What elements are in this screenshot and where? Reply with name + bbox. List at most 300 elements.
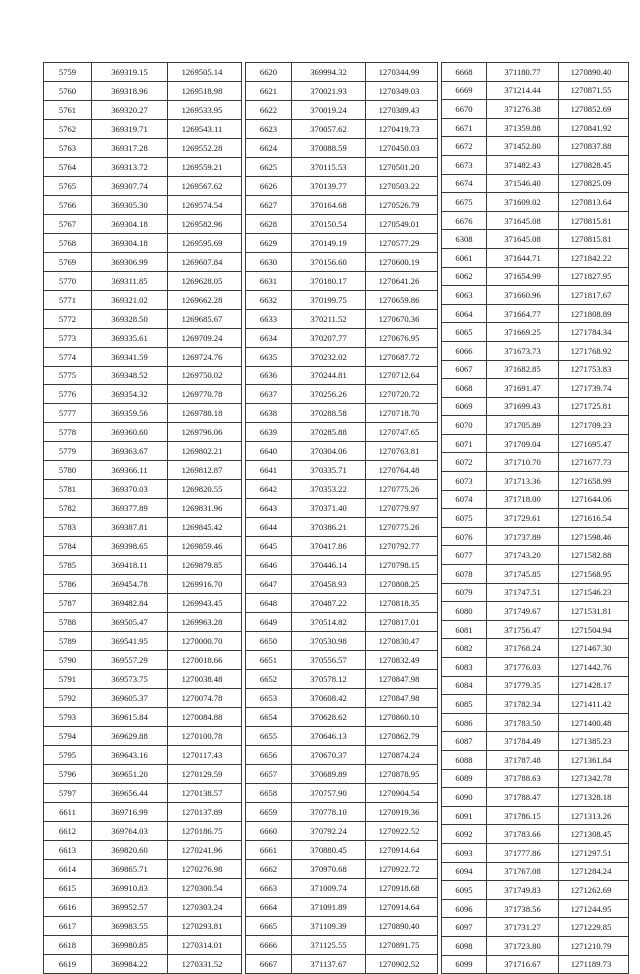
point-number-cell: 5759 bbox=[44, 63, 92, 82]
x-coordinate-cell: 371710.70 bbox=[487, 453, 559, 472]
point-number-cell: 6066 bbox=[442, 341, 487, 360]
x-coordinate-cell: 370689.89 bbox=[292, 764, 366, 783]
x-coordinate-cell: 370792.24 bbox=[292, 821, 366, 840]
y-coordinate-cell: 1271531.81 bbox=[559, 602, 629, 621]
y-coordinate-cell: 1270293.81 bbox=[168, 916, 242, 935]
point-number-cell: 6633 bbox=[246, 309, 292, 328]
point-number-cell: 6632 bbox=[246, 290, 292, 309]
x-coordinate-cell: 370628.62 bbox=[292, 707, 366, 726]
y-coordinate-cell: 1270526.79 bbox=[366, 195, 438, 214]
table-row bbox=[44, 518, 242, 537]
table-row bbox=[44, 707, 242, 726]
table-row bbox=[246, 518, 438, 537]
point-number-cell: 5796 bbox=[44, 764, 92, 783]
y-coordinate-cell: 1270815.81 bbox=[559, 211, 629, 230]
point-number-cell: 6611 bbox=[44, 802, 92, 821]
point-number-cell: 6663 bbox=[246, 878, 292, 897]
table-row bbox=[442, 416, 629, 435]
y-coordinate-cell: 1271385.23 bbox=[559, 732, 629, 751]
x-coordinate-cell: 369318.96 bbox=[92, 81, 168, 100]
x-coordinate-cell: 369370.03 bbox=[92, 480, 168, 499]
point-number-cell: 5760 bbox=[44, 81, 92, 100]
table-row bbox=[44, 859, 242, 878]
x-coordinate-cell: 369366.11 bbox=[92, 461, 168, 480]
x-coordinate-cell: 370970.68 bbox=[292, 859, 366, 878]
x-coordinate-cell: 371682.85 bbox=[487, 360, 559, 379]
point-number-cell: 5782 bbox=[44, 499, 92, 518]
y-coordinate-cell: 1269724.76 bbox=[168, 347, 242, 366]
table-row bbox=[44, 195, 242, 214]
point-number-cell: 5761 bbox=[44, 100, 92, 119]
table-row bbox=[246, 688, 438, 707]
y-coordinate-cell: 1270815.81 bbox=[559, 230, 629, 249]
point-number-cell: 6095 bbox=[442, 881, 487, 900]
y-coordinate-cell: 1271411.42 bbox=[559, 695, 629, 714]
table-row bbox=[246, 878, 438, 897]
y-coordinate-cell: 1271842.22 bbox=[559, 248, 629, 267]
table-row bbox=[246, 840, 438, 859]
x-coordinate-cell: 369321.02 bbox=[92, 290, 168, 309]
table-row bbox=[442, 658, 629, 677]
table-row bbox=[44, 119, 242, 138]
y-coordinate-cell: 1271753.83 bbox=[559, 360, 629, 379]
x-coordinate-cell: 369605.37 bbox=[92, 688, 168, 707]
point-number-cell: 5781 bbox=[44, 480, 92, 499]
table-row bbox=[44, 176, 242, 195]
y-coordinate-cell: 1271695.47 bbox=[559, 434, 629, 453]
point-number-cell: 6075 bbox=[442, 509, 487, 528]
point-number-cell: 6675 bbox=[442, 193, 487, 212]
x-coordinate-cell: 369984.22 bbox=[92, 954, 168, 974]
table-row bbox=[246, 195, 438, 214]
y-coordinate-cell: 1270419.73 bbox=[366, 119, 438, 138]
point-number-cell: 5790 bbox=[44, 651, 92, 670]
y-coordinate-cell: 1271739.74 bbox=[559, 379, 629, 398]
y-coordinate-cell: 1270450.03 bbox=[366, 138, 438, 157]
table-row bbox=[44, 423, 242, 442]
point-number-cell: 6065 bbox=[442, 323, 487, 342]
x-coordinate-cell: 370115.53 bbox=[292, 157, 366, 176]
x-coordinate-cell: 369418.11 bbox=[92, 556, 168, 575]
point-number-cell: 6093 bbox=[442, 843, 487, 862]
x-coordinate-cell: 371691.47 bbox=[487, 379, 559, 398]
y-coordinate-cell: 1269543.11 bbox=[168, 119, 242, 138]
point-number-cell: 6612 bbox=[44, 821, 92, 840]
table-row bbox=[442, 453, 629, 472]
y-coordinate-cell: 1270084.88 bbox=[168, 707, 242, 726]
y-coordinate-cell: 1270038.48 bbox=[168, 670, 242, 689]
point-number-cell: 5785 bbox=[44, 556, 92, 575]
table-row bbox=[442, 304, 629, 323]
table-row bbox=[44, 688, 242, 707]
x-coordinate-cell: 371731.27 bbox=[487, 918, 559, 937]
y-coordinate-cell: 1269750.02 bbox=[168, 366, 242, 385]
point-number-cell: 6643 bbox=[246, 499, 292, 518]
y-coordinate-cell: 1269662.28 bbox=[168, 290, 242, 309]
table-row bbox=[442, 323, 629, 342]
y-coordinate-cell: 1270874.24 bbox=[366, 745, 438, 764]
table-row bbox=[44, 821, 242, 840]
y-coordinate-cell: 1270676.95 bbox=[366, 328, 438, 347]
table-row bbox=[442, 248, 629, 267]
table-row bbox=[442, 490, 629, 509]
x-coordinate-cell: 371743.20 bbox=[487, 546, 559, 565]
table-row bbox=[246, 707, 438, 726]
point-number-cell: 6671 bbox=[442, 118, 487, 137]
y-coordinate-cell: 1270303.24 bbox=[168, 897, 242, 916]
point-number-cell: 5797 bbox=[44, 783, 92, 802]
table-row bbox=[246, 726, 438, 745]
point-number-cell: 6638 bbox=[246, 404, 292, 423]
point-number-cell: 6079 bbox=[442, 583, 487, 602]
point-number-cell: 6652 bbox=[246, 670, 292, 689]
point-number-cell: 6623 bbox=[246, 119, 292, 138]
table-row bbox=[44, 802, 242, 821]
y-coordinate-cell: 1270792.77 bbox=[366, 537, 438, 556]
table-row bbox=[442, 81, 629, 100]
x-coordinate-cell: 370232.02 bbox=[292, 347, 366, 366]
point-number-cell: 6630 bbox=[246, 252, 292, 271]
y-coordinate-cell: 1271361.84 bbox=[559, 750, 629, 769]
table-row bbox=[442, 788, 629, 807]
x-coordinate-cell: 371276.38 bbox=[487, 100, 559, 119]
table-row bbox=[44, 461, 242, 480]
x-coordinate-cell: 369348.52 bbox=[92, 366, 168, 385]
y-coordinate-cell: 1271582.88 bbox=[559, 546, 629, 565]
y-coordinate-cell: 1271616.54 bbox=[559, 509, 629, 528]
x-coordinate-cell: 369820.60 bbox=[92, 840, 168, 859]
table-row bbox=[44, 878, 242, 897]
x-coordinate-cell: 370670.37 bbox=[292, 745, 366, 764]
table-row bbox=[246, 783, 438, 802]
table-row bbox=[246, 119, 438, 138]
y-coordinate-cell: 1269802.21 bbox=[168, 442, 242, 461]
x-coordinate-cell: 371180.77 bbox=[487, 63, 559, 82]
point-number-cell: 6655 bbox=[246, 726, 292, 745]
table-row bbox=[44, 290, 242, 309]
y-coordinate-cell: 1270549.01 bbox=[366, 214, 438, 233]
y-coordinate-cell: 1271644.06 bbox=[559, 490, 629, 509]
coordinate-block-2 bbox=[245, 62, 438, 974]
y-coordinate-cell: 1271342.78 bbox=[559, 769, 629, 788]
table-row bbox=[442, 286, 629, 305]
table-row bbox=[44, 783, 242, 802]
y-coordinate-cell: 1270074.78 bbox=[168, 688, 242, 707]
y-coordinate-cell: 1269595.69 bbox=[168, 233, 242, 252]
table-row bbox=[246, 499, 438, 518]
x-coordinate-cell: 371609.02 bbox=[487, 193, 559, 212]
point-number-cell: 6308 bbox=[442, 230, 487, 249]
x-coordinate-cell: 370353.22 bbox=[292, 480, 366, 499]
y-coordinate-cell: 1270137.89 bbox=[168, 802, 242, 821]
point-number-cell: 6084 bbox=[442, 676, 487, 695]
point-number-cell: 5786 bbox=[44, 575, 92, 594]
point-number-cell: 6621 bbox=[246, 81, 292, 100]
y-coordinate-cell: 1271328.18 bbox=[559, 788, 629, 807]
point-number-cell: 6088 bbox=[442, 750, 487, 769]
x-coordinate-cell: 370335.71 bbox=[292, 461, 366, 480]
point-number-cell: 6620 bbox=[246, 63, 292, 82]
y-coordinate-cell: 1271768.92 bbox=[559, 341, 629, 360]
y-coordinate-cell: 1270813.64 bbox=[559, 193, 629, 212]
point-number-cell: 6654 bbox=[246, 707, 292, 726]
point-number-cell: 5764 bbox=[44, 157, 92, 176]
point-number-cell: 6669 bbox=[442, 81, 487, 100]
table-row bbox=[246, 916, 438, 935]
table-row bbox=[442, 193, 629, 212]
table-row bbox=[246, 290, 438, 309]
x-coordinate-cell: 370180.17 bbox=[292, 271, 366, 290]
x-coordinate-cell: 369311.85 bbox=[92, 271, 168, 290]
point-number-cell: 6661 bbox=[246, 840, 292, 859]
x-coordinate-cell: 369643.16 bbox=[92, 745, 168, 764]
x-coordinate-cell: 370880.45 bbox=[292, 840, 366, 859]
point-number-cell: 6067 bbox=[442, 360, 487, 379]
table-row bbox=[44, 328, 242, 347]
x-coordinate-cell: 371782.34 bbox=[487, 695, 559, 714]
point-number-cell: 6080 bbox=[442, 602, 487, 621]
table-row bbox=[246, 594, 438, 613]
point-number-cell: 6644 bbox=[246, 518, 292, 537]
y-coordinate-cell: 1270798.15 bbox=[366, 556, 438, 575]
y-coordinate-cell: 1270832.49 bbox=[366, 651, 438, 670]
y-coordinate-cell: 1271189.73 bbox=[559, 955, 629, 974]
table-row bbox=[44, 214, 242, 233]
point-number-cell: 5763 bbox=[44, 138, 92, 157]
table-row bbox=[44, 556, 242, 575]
y-coordinate-cell: 1269845.42 bbox=[168, 518, 242, 537]
y-coordinate-cell: 1270763.81 bbox=[366, 442, 438, 461]
table-row bbox=[442, 397, 629, 416]
point-number-cell: 6069 bbox=[442, 397, 487, 416]
x-coordinate-cell: 371660.96 bbox=[487, 286, 559, 305]
x-coordinate-cell: 371788.63 bbox=[487, 769, 559, 788]
point-number-cell: 5793 bbox=[44, 707, 92, 726]
y-coordinate-cell: 1271313.26 bbox=[559, 806, 629, 825]
point-number-cell: 5779 bbox=[44, 442, 92, 461]
point-number-cell: 6081 bbox=[442, 620, 487, 639]
y-coordinate-cell: 1270825.09 bbox=[559, 174, 629, 193]
x-coordinate-cell: 371718.00 bbox=[487, 490, 559, 509]
table-row bbox=[44, 81, 242, 100]
x-coordinate-cell: 369335.61 bbox=[92, 328, 168, 347]
table-row bbox=[442, 620, 629, 639]
point-number-cell: 6068 bbox=[442, 379, 487, 398]
point-number-cell: 6085 bbox=[442, 695, 487, 714]
point-number-cell: 6674 bbox=[442, 174, 487, 193]
point-number-cell: 6618 bbox=[44, 935, 92, 954]
y-coordinate-cell: 1269879.85 bbox=[168, 556, 242, 575]
coordinate-block-3 bbox=[441, 62, 629, 974]
x-coordinate-cell: 371654.99 bbox=[487, 267, 559, 286]
x-coordinate-cell: 371767.08 bbox=[487, 862, 559, 881]
table-row bbox=[44, 537, 242, 556]
point-number-cell: 6074 bbox=[442, 490, 487, 509]
y-coordinate-cell: 1269552.28 bbox=[168, 138, 242, 157]
point-number-cell: 6673 bbox=[442, 155, 487, 174]
point-number-cell: 5788 bbox=[44, 613, 92, 632]
point-number-cell: 6086 bbox=[442, 713, 487, 732]
y-coordinate-cell: 1271808.89 bbox=[559, 304, 629, 323]
table-row bbox=[442, 843, 629, 862]
x-coordinate-cell: 369952.57 bbox=[92, 897, 168, 916]
point-number-cell: 6096 bbox=[442, 899, 487, 918]
x-coordinate-cell: 369994.32 bbox=[292, 63, 366, 82]
table-row bbox=[246, 935, 438, 954]
table-row bbox=[44, 726, 242, 745]
table-row bbox=[442, 267, 629, 286]
table-row bbox=[246, 347, 438, 366]
y-coordinate-cell: 1270775.26 bbox=[366, 518, 438, 537]
x-coordinate-cell: 371109.39 bbox=[292, 916, 366, 935]
x-coordinate-cell: 369307.74 bbox=[92, 176, 168, 195]
point-number-cell: 6064 bbox=[442, 304, 487, 323]
point-number-cell: 6627 bbox=[246, 195, 292, 214]
point-number-cell: 5768 bbox=[44, 233, 92, 252]
x-coordinate-cell: 369305.30 bbox=[92, 195, 168, 214]
x-coordinate-cell: 371786.15 bbox=[487, 806, 559, 825]
point-number-cell: 6063 bbox=[442, 286, 487, 305]
table-row bbox=[442, 602, 629, 621]
x-coordinate-cell: 369865.71 bbox=[92, 859, 168, 878]
point-number-cell: 6631 bbox=[246, 271, 292, 290]
point-number-cell: 5762 bbox=[44, 119, 92, 138]
table-row bbox=[442, 360, 629, 379]
x-coordinate-cell: 369387.81 bbox=[92, 518, 168, 537]
x-coordinate-cell: 371645.08 bbox=[487, 230, 559, 249]
y-coordinate-cell: 1270670.36 bbox=[366, 309, 438, 328]
y-coordinate-cell: 1269770.78 bbox=[168, 385, 242, 404]
x-coordinate-cell: 371749.67 bbox=[487, 602, 559, 621]
table-row bbox=[442, 806, 629, 825]
table-row bbox=[44, 252, 242, 271]
x-coordinate-cell: 369980.85 bbox=[92, 935, 168, 954]
x-coordinate-cell: 370646.13 bbox=[292, 726, 366, 745]
table-row bbox=[246, 954, 438, 974]
point-number-cell: 5770 bbox=[44, 271, 92, 290]
y-coordinate-cell: 1271598.46 bbox=[559, 527, 629, 546]
x-coordinate-cell: 369354.32 bbox=[92, 385, 168, 404]
y-coordinate-cell: 1270775.26 bbox=[366, 480, 438, 499]
x-coordinate-cell: 371644.71 bbox=[487, 248, 559, 267]
x-coordinate-cell: 371783.50 bbox=[487, 713, 559, 732]
point-number-cell: 5794 bbox=[44, 726, 92, 745]
y-coordinate-cell: 1271308.45 bbox=[559, 825, 629, 844]
table-row bbox=[44, 670, 242, 689]
table-row bbox=[246, 81, 438, 100]
x-coordinate-cell: 371745.85 bbox=[487, 565, 559, 584]
table-row bbox=[442, 118, 629, 137]
table-row bbox=[442, 750, 629, 769]
y-coordinate-cell: 1270501.20 bbox=[366, 157, 438, 176]
point-number-cell: 5795 bbox=[44, 745, 92, 764]
x-coordinate-cell: 370088.59 bbox=[292, 138, 366, 157]
table-row bbox=[246, 897, 438, 916]
y-coordinate-cell: 1271262.69 bbox=[559, 881, 629, 900]
x-coordinate-cell: 371747.51 bbox=[487, 583, 559, 602]
y-coordinate-cell: 1269582.96 bbox=[168, 214, 242, 233]
y-coordinate-cell: 1270871.55 bbox=[559, 81, 629, 100]
y-coordinate-cell: 1271546.23 bbox=[559, 583, 629, 602]
point-number-cell: 6645 bbox=[246, 537, 292, 556]
point-number-cell: 6651 bbox=[246, 651, 292, 670]
x-coordinate-cell: 369360.60 bbox=[92, 423, 168, 442]
y-coordinate-cell: 1269916.70 bbox=[168, 575, 242, 594]
point-number-cell: 6635 bbox=[246, 347, 292, 366]
y-coordinate-cell: 1270720.72 bbox=[366, 385, 438, 404]
point-number-cell: 6078 bbox=[442, 565, 487, 584]
x-coordinate-cell: 370019.24 bbox=[292, 100, 366, 119]
table-row bbox=[246, 821, 438, 840]
point-number-cell: 6642 bbox=[246, 480, 292, 499]
point-number-cell: 6657 bbox=[246, 764, 292, 783]
point-number-cell: 6089 bbox=[442, 769, 487, 788]
point-number-cell: 6625 bbox=[246, 157, 292, 176]
x-coordinate-cell: 369306.99 bbox=[92, 252, 168, 271]
point-number-cell: 6665 bbox=[246, 916, 292, 935]
point-number-cell: 5774 bbox=[44, 347, 92, 366]
x-coordinate-cell: 370304.06 bbox=[292, 442, 366, 461]
y-coordinate-cell: 1270837.88 bbox=[559, 137, 629, 156]
x-coordinate-cell: 371125.55 bbox=[292, 935, 366, 954]
x-coordinate-cell: 369359.56 bbox=[92, 404, 168, 423]
y-coordinate-cell: 1269505.14 bbox=[168, 63, 242, 82]
table-row bbox=[246, 423, 438, 442]
y-coordinate-cell: 1269859.46 bbox=[168, 537, 242, 556]
table-row bbox=[44, 157, 242, 176]
y-coordinate-cell: 1270100.78 bbox=[168, 726, 242, 745]
point-number-cell: 6622 bbox=[246, 100, 292, 119]
point-number-cell: 6091 bbox=[442, 806, 487, 825]
x-coordinate-cell: 369328.50 bbox=[92, 309, 168, 328]
table-row bbox=[246, 613, 438, 632]
table-row bbox=[442, 899, 629, 918]
y-coordinate-cell: 1270389.43 bbox=[366, 100, 438, 119]
y-coordinate-cell: 1270891.75 bbox=[366, 935, 438, 954]
y-coordinate-cell: 1270817.01 bbox=[366, 613, 438, 632]
table-row bbox=[44, 100, 242, 119]
y-coordinate-cell: 1270241.96 bbox=[168, 840, 242, 859]
y-coordinate-cell: 1270828.45 bbox=[559, 155, 629, 174]
x-coordinate-cell: 369454.78 bbox=[92, 575, 168, 594]
point-number-cell: 6624 bbox=[246, 138, 292, 157]
table-row bbox=[442, 434, 629, 453]
x-coordinate-cell: 370608.42 bbox=[292, 688, 366, 707]
y-coordinate-cell: 1270847.98 bbox=[366, 688, 438, 707]
table-row bbox=[44, 840, 242, 859]
table-row bbox=[442, 639, 629, 658]
y-coordinate-cell: 1269812.87 bbox=[168, 461, 242, 480]
x-coordinate-cell: 371784.49 bbox=[487, 732, 559, 751]
x-coordinate-cell: 370514.82 bbox=[292, 613, 366, 632]
point-number-cell: 6071 bbox=[442, 434, 487, 453]
point-number-cell: 5789 bbox=[44, 632, 92, 651]
y-coordinate-cell: 1269685.67 bbox=[168, 309, 242, 328]
y-coordinate-cell: 1270860.10 bbox=[366, 707, 438, 726]
table-row bbox=[246, 802, 438, 821]
y-coordinate-cell: 1270018.66 bbox=[168, 651, 242, 670]
point-number-cell: 5765 bbox=[44, 176, 92, 195]
x-coordinate-cell: 371546.40 bbox=[487, 174, 559, 193]
table-row bbox=[44, 309, 242, 328]
point-number-cell: 6676 bbox=[442, 211, 487, 230]
y-coordinate-cell: 1270331.52 bbox=[168, 954, 242, 974]
point-number-cell: 6062 bbox=[442, 267, 487, 286]
y-coordinate-cell: 1271709.23 bbox=[559, 416, 629, 435]
table-row bbox=[44, 366, 242, 385]
point-number-cell: 6664 bbox=[246, 897, 292, 916]
table-row bbox=[246, 100, 438, 119]
